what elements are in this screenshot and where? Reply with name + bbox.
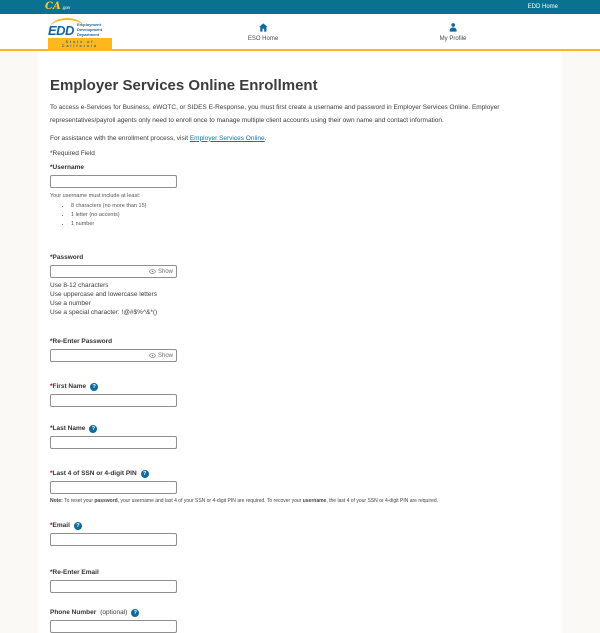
ca-gov-logo-gov: .gov	[61, 5, 71, 10]
edd-logo[interactable]	[48, 17, 112, 49]
password-rule: Use a special character: !@#$%^&*()	[50, 309, 158, 317]
ssn-pin-group	[50, 469, 550, 505]
first-name-input[interactable]	[50, 394, 177, 407]
required-field-note: *Required Field	[50, 149, 95, 157]
email-label: *Email ?	[50, 521, 550, 530]
reenter-password-field	[50, 349, 177, 362]
username-hint-item: • 8 characters (no more than 15)	[71, 202, 550, 211]
email-group	[50, 521, 550, 546]
email-help-icon[interactable]: ?	[74, 522, 82, 530]
username-hint-title: Your username must include at least:	[50, 192, 141, 199]
phone-help-icon[interactable]: ?	[131, 609, 139, 617]
ca-gov-logo[interactable]	[45, 2, 70, 12]
username-input[interactable]	[50, 175, 177, 188]
ssn-pin-note: Note: To reset your password, your username and last 4 of your SSN or 4-digit PIN are required. To recover your username, the last 4 of your SSN or 4-digit PIN are required.	[50, 498, 439, 505]
ssn-pin-label: *Last 4 of SSN or 4-digit PIN ?	[50, 469, 550, 478]
password-rule: Use a number	[50, 300, 91, 308]
main-content	[38, 51, 562, 633]
ssn-pin-input[interactable]	[50, 481, 177, 494]
show-reenter-password-button[interactable]: Show	[146, 353, 176, 359]
last-name-label: *Last Name ?	[50, 424, 550, 433]
phone-group	[50, 608, 550, 633]
edd-logo-wordmark: EDD	[48, 23, 74, 38]
reenter-password-input[interactable]	[51, 350, 146, 361]
username-label: *Username	[50, 163, 84, 171]
top-utility-bar	[0, 0, 600, 14]
nav-my-profile-label: My Profile	[439, 36, 467, 42]
show-password-button[interactable]: Show	[146, 269, 176, 275]
eye-icon	[149, 269, 156, 274]
home-icon	[258, 22, 269, 33]
person-icon	[447, 22, 458, 33]
email-input[interactable]	[50, 533, 177, 546]
password-rules	[50, 281, 550, 317]
edd-logo-arc	[50, 18, 84, 28]
eye-icon	[149, 353, 156, 358]
nav-eso-home-label: ESO Home	[247, 36, 279, 42]
edd-logo-state-banner: State of California	[48, 38, 112, 49]
nav-eso-home[interactable]	[248, 22, 278, 42]
assist-paragraph: For assistance with the enrollment process, visit Employer Services Online.	[50, 134, 267, 142]
username-hint-item: • 1 number	[71, 220, 550, 229]
password-field	[50, 265, 177, 278]
phone-optional-text: (optional)	[100, 609, 128, 617]
username-group	[50, 163, 550, 230]
employer-services-online-link[interactable]: Employer Services Online	[189, 134, 265, 142]
username-hint-list	[50, 202, 550, 230]
password-label: *Password	[50, 254, 84, 262]
edd-home-link[interactable]: EDD Home	[527, 4, 558, 10]
reenter-email-group	[50, 568, 550, 593]
required-asterisk: *	[50, 149, 53, 157]
ssn-pin-help-icon[interactable]: ?	[141, 470, 149, 478]
reenter-password-label: *Re-Enter Password	[50, 338, 113, 346]
ca-gov-logo-ca: CA	[45, 1, 61, 12]
reenter-email-input[interactable]	[50, 580, 177, 593]
username-hint-item: • 1 letter (no accents)	[71, 211, 550, 220]
intro-paragraph: To access e-Services for Business, eWOTC, or SIDES E-Response, you must first create a username and password in Employer Services Online. Employer representatives/payroll agents only need to enroll once to manage multiple client accounts using their own name and contact information.	[50, 104, 500, 124]
last-name-input[interactable]	[50, 436, 177, 449]
password-group	[50, 253, 550, 317]
phone-label: Phone Number (optional) ?	[50, 608, 550, 617]
password-rule: Use uppercase and lowercase letters	[50, 291, 157, 299]
password-input[interactable]	[51, 266, 146, 277]
last-name-help-icon[interactable]: ?	[89, 425, 97, 433]
edd-logo-department-lines: Employment Development Department	[76, 22, 103, 37]
last-name-group	[50, 424, 550, 449]
nav-my-profile[interactable]	[440, 22, 467, 42]
phone-input[interactable]	[50, 620, 177, 633]
site-header	[0, 14, 600, 51]
reenter-email-label: *Re-Enter Email	[50, 569, 99, 577]
reenter-password-group	[50, 337, 550, 362]
first-name-help-icon[interactable]: ?	[90, 383, 98, 391]
page-title: Employer Services Online Enrollment	[50, 77, 318, 94]
first-name-label: *First Name ?	[50, 382, 550, 391]
first-name-group	[50, 382, 550, 407]
password-rule: Use 8-12 characters	[50, 282, 109, 290]
